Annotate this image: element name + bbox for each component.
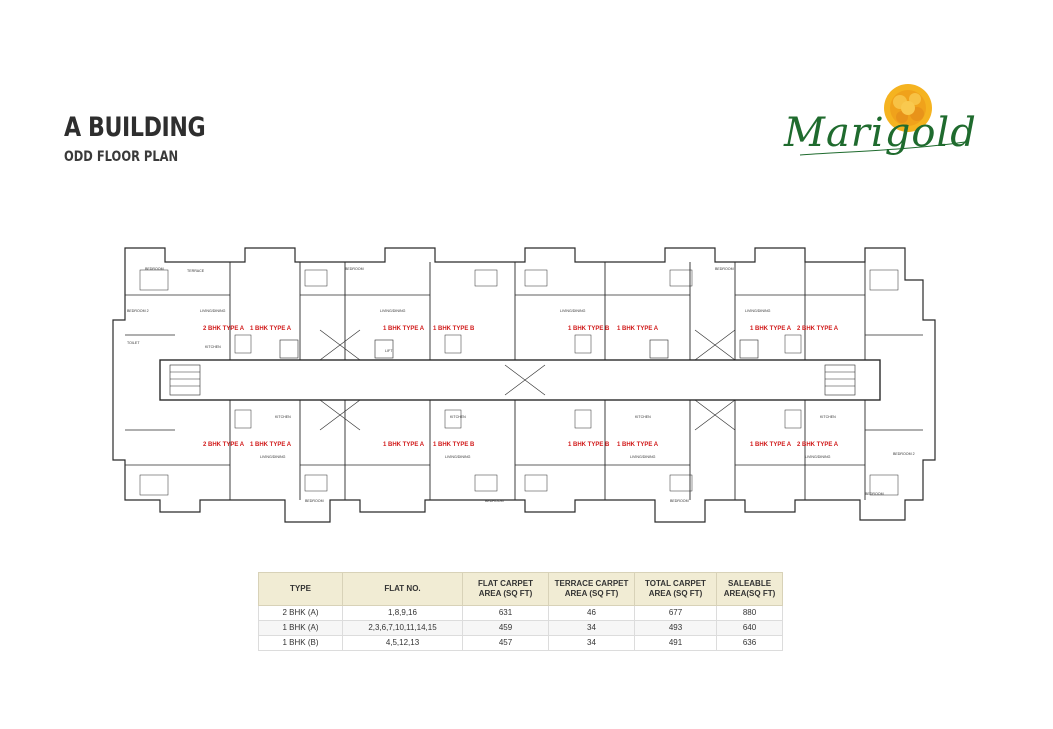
unit-label: 1 BHK TYPE A <box>617 326 659 332</box>
unit-labels-top <box>203 326 839 332</box>
table-cell: 34 <box>549 636 635 651</box>
room-label: LIVING/DINING <box>200 309 226 313</box>
table-cell: 880 <box>717 606 783 621</box>
unit-label: 1 BHK TYPE A <box>383 442 425 448</box>
unit-label: 1 BHK TYPE B <box>568 326 610 332</box>
room-label: BEDROOM <box>670 499 689 503</box>
table-row <box>259 621 783 636</box>
title-block <box>64 112 236 165</box>
unit-label: 1 BHK TYPE A <box>250 442 292 448</box>
table-cell: 46 <box>549 606 635 621</box>
room-label: LIVING/DINING <box>380 309 406 313</box>
unit-label: 1 BHK TYPE B <box>433 326 475 332</box>
room-label: BEDROOM <box>145 267 164 271</box>
table-header: SALEABLE AREA(SQ FT) <box>717 573 783 606</box>
table-cell: 1 BHK (B) <box>259 636 343 651</box>
table-cell: 4,5,12,13 <box>343 636 463 651</box>
table-header: FLAT CARPET AREA (SQ FT) <box>463 573 549 606</box>
room-label: KITCHEN <box>635 415 651 419</box>
unit-label: 2 BHK TYPE A <box>203 326 245 332</box>
room-label: BEDROOM <box>715 267 734 271</box>
table-cell: 1,8,9,16 <box>343 606 463 621</box>
room-label: LIFT <box>385 349 393 353</box>
unit-label: 1 BHK TYPE B <box>568 442 610 448</box>
room-label: KITCHEN <box>205 345 221 349</box>
marigold-logo <box>780 80 980 190</box>
table-header-row <box>259 573 783 606</box>
unit-labels-bottom <box>203 442 839 448</box>
room-label: LIVING/DINING <box>445 455 471 459</box>
logo-text: Marigold <box>784 110 977 156</box>
unit-label: 1 BHK TYPE A <box>250 326 292 332</box>
table-cell: 677 <box>635 606 717 621</box>
floor-plan <box>105 240 940 530</box>
table-cell: 459 <box>463 621 549 636</box>
table-cell: 2,3,6,7,10,11,14,15 <box>343 621 463 636</box>
page-subtitle: ODD FLOOR PLAN <box>64 149 179 165</box>
room-label: BEDROOM <box>865 492 884 496</box>
unit-label: 1 BHK TYPE A <box>383 326 425 332</box>
area-table <box>258 572 783 651</box>
room-label: TERRACE <box>187 269 205 273</box>
room-label: TOILET <box>127 341 140 345</box>
unit-label: 2 BHK TYPE A <box>797 442 839 448</box>
unit-label: 1 BHK TYPE A <box>617 442 659 448</box>
table-row <box>259 606 783 621</box>
table-cell: 631 <box>463 606 549 621</box>
table-cell: 491 <box>635 636 717 651</box>
unit-label: 1 BHK TYPE A <box>750 442 792 448</box>
unit-label: 2 BHK TYPE A <box>797 326 839 332</box>
room-label: LIVING/DINING <box>260 455 286 459</box>
table-header: FLAT NO. <box>343 573 463 606</box>
table-cell: 1 BHK (A) <box>259 621 343 636</box>
room-label: BEDROOM 2 <box>893 452 915 456</box>
room-label: LIVING/DINING <box>805 455 831 459</box>
table-header: TOTAL CARPET AREA (SQ FT) <box>635 573 717 606</box>
room-label: LIVING/DINING <box>560 309 586 313</box>
room-label: KITCHEN <box>820 415 836 419</box>
table-cell: 457 <box>463 636 549 651</box>
table-header: TYPE <box>259 573 343 606</box>
room-label: BEDROOM <box>485 499 504 503</box>
room-label: BEDROOM 2 <box>127 309 149 313</box>
room-labels <box>127 267 915 503</box>
table-cell: 640 <box>717 621 783 636</box>
room-label: KITCHEN <box>450 415 466 419</box>
table-cell: 493 <box>635 621 717 636</box>
table-header: TERRACE CARPET AREA (SQ FT) <box>549 573 635 606</box>
room-label: LIVING/DINING <box>745 309 771 313</box>
unit-label: 1 BHK TYPE A <box>750 326 792 332</box>
table-cell: 34 <box>549 621 635 636</box>
unit-label: 1 BHK TYPE B <box>433 442 475 448</box>
table-cell: 636 <box>717 636 783 651</box>
unit-label: 2 BHK TYPE A <box>203 442 245 448</box>
page-title: A BUILDING <box>64 112 206 143</box>
room-label: BEDROOM <box>345 267 364 271</box>
room-label: LIVING/DINING <box>630 455 656 459</box>
table-cell: 2 BHK (A) <box>259 606 343 621</box>
room-label: BEDROOM <box>305 499 324 503</box>
table-row <box>259 636 783 651</box>
room-label: KITCHEN <box>275 415 291 419</box>
